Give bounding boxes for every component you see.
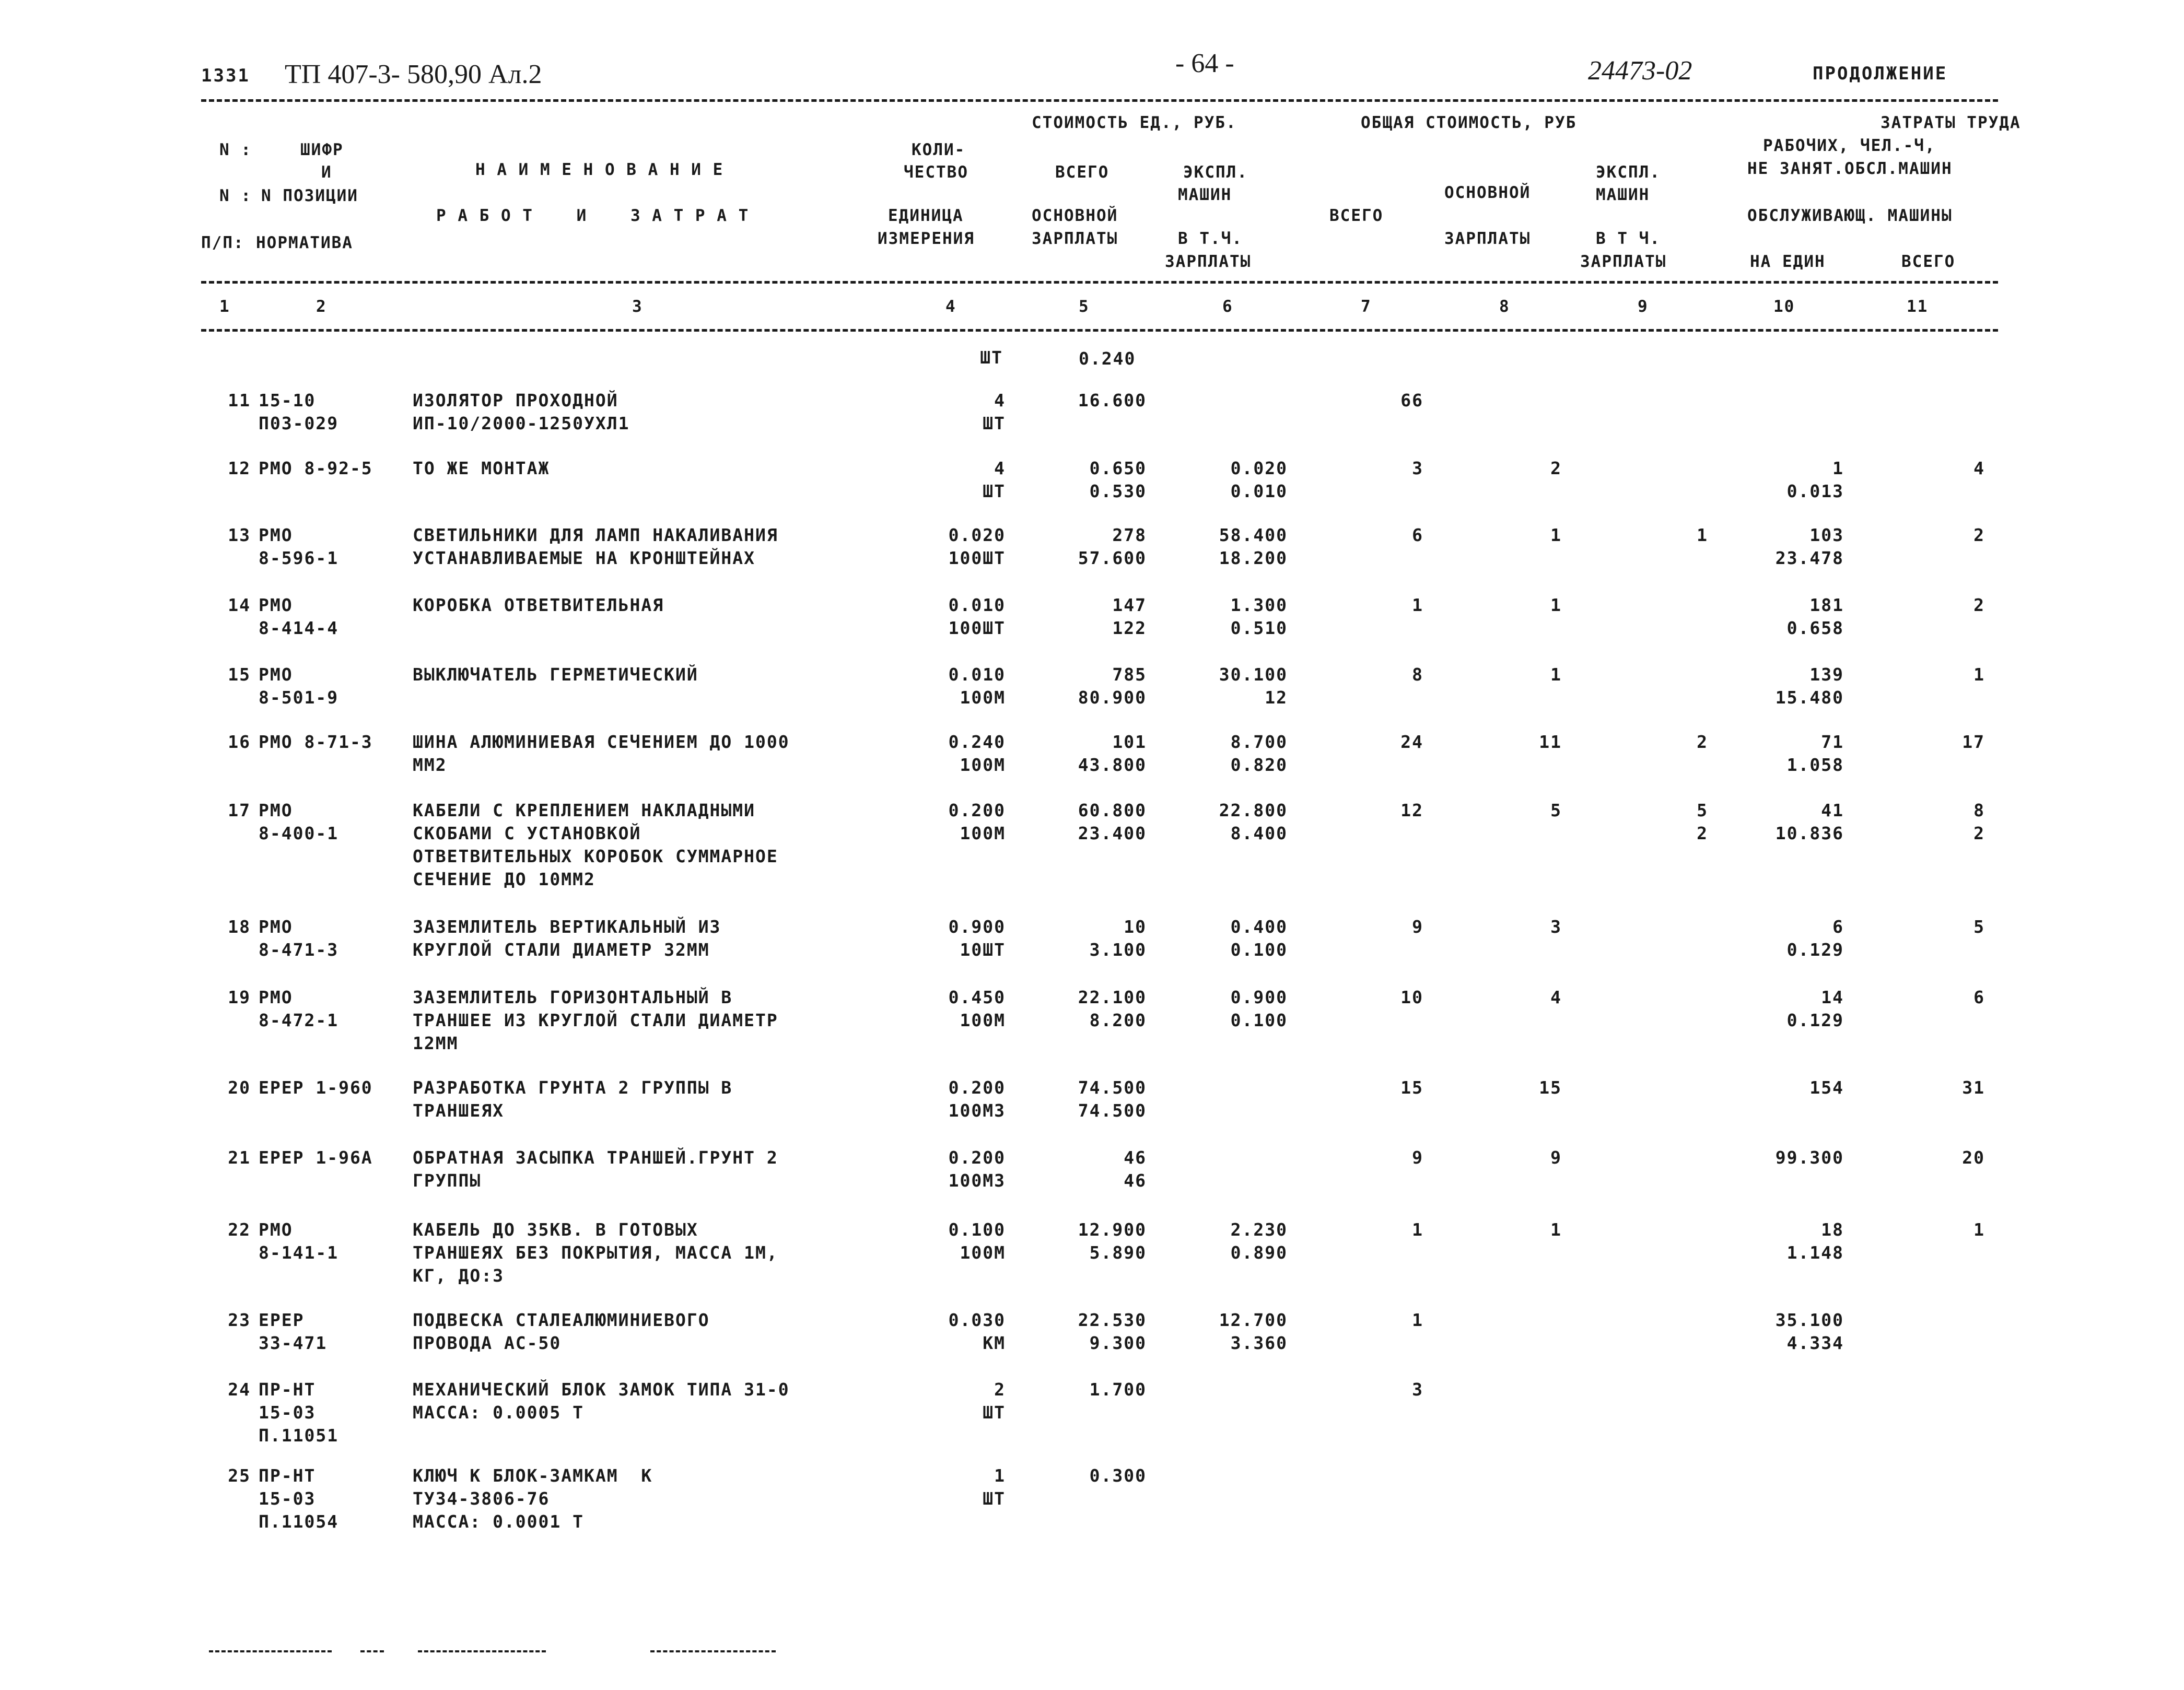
cell-name: СКОБАМИ С УСТАНОВКОЙ <box>413 823 641 843</box>
page-number: - 64 - <box>1175 49 1234 78</box>
cell-qty: 0.900 <box>948 917 1006 937</box>
cell-c6: 12 <box>1265 687 1288 708</box>
cell-qty: 0.240 <box>948 732 1006 752</box>
row-number: 12 <box>228 458 251 478</box>
cell-qty: ШТ <box>983 481 1006 501</box>
header-col2-line2: И <box>321 163 332 182</box>
doc-reference: ТП 407-3- 580,90 Ал.2 <box>285 60 542 89</box>
cell-qty: ШТ <box>983 1402 1006 1423</box>
cell-c5: 12.900 <box>1078 1219 1147 1240</box>
header-col4-line2: ЧЕСТВО <box>904 163 968 182</box>
row-number: 16 <box>228 732 251 752</box>
header-labor-line4: ОБСЛУЖИВАЮЩ. МАШИНЫ <box>1747 206 1953 225</box>
cell-qty: 0.020 <box>948 525 1006 545</box>
cell-c6: 58.400 <box>1219 525 1288 545</box>
cell-total: 15 <box>1400 1077 1423 1098</box>
cell-c11: 31 <box>1962 1077 1985 1098</box>
row-number: 18 <box>228 917 251 937</box>
header-mid-rule <box>201 281 1998 284</box>
cell-c5: 46 <box>1124 1147 1147 1168</box>
cell-code: ЕРЕР 1-96А <box>259 1147 373 1168</box>
cell-c5: 5.890 <box>1089 1242 1147 1263</box>
cell-name: МЕХАНИЧЕСКИЙ БЛОК ЗАМОК ТИПА 31-0 <box>413 1379 790 1400</box>
column-number-4: 4 <box>945 297 956 316</box>
cell-c6: 0.100 <box>1230 940 1288 960</box>
cell-code: РМО <box>259 1219 293 1240</box>
cell-wage-total: 3 <box>1550 917 1562 937</box>
cell-code: РМО <box>259 595 293 615</box>
cell-c5: 43.800 <box>1078 755 1147 775</box>
cell-c5: 74.500 <box>1078 1077 1147 1098</box>
header-col2-line3: N ПОЗИЦИИ <box>261 186 358 205</box>
cell-c5: 80.900 <box>1078 687 1147 708</box>
cell-c6: 30.100 <box>1219 664 1288 685</box>
cell-name: КЛЮЧ К БЛОК-ЗАМКАМ К <box>413 1465 653 1486</box>
row-number: 24 <box>228 1379 251 1400</box>
cell-c5: 10 <box>1124 917 1147 937</box>
cell-c6: 0.890 <box>1230 1242 1288 1263</box>
header-col1-line3: П/П: <box>201 233 244 252</box>
cell-wage-total: 1 <box>1550 664 1562 685</box>
cell-c5: 278 <box>1112 525 1147 545</box>
cell-c6: 0.900 <box>1230 987 1288 1007</box>
cell-c9: 1 <box>1697 525 1708 545</box>
cell-name: МАССА: 0.0001 Т <box>413 1511 585 1532</box>
cell-c6: 0.100 <box>1230 1010 1288 1030</box>
cell-name: ТРАНШЕЯХ БЕЗ ПОКРЫТИЯ, МАССА 1М, <box>413 1242 778 1263</box>
cell-c6: 0.510 <box>1230 618 1288 638</box>
cell-code: РМО 8-92-5 <box>259 458 373 478</box>
cell-c10: 18 <box>1821 1219 1844 1240</box>
cell-code: 8-596-1 <box>259 548 339 568</box>
cell-qty: 100М3 <box>948 1170 1006 1191</box>
footer-dash-1 <box>209 1650 332 1652</box>
footer-dash-4 <box>650 1650 776 1652</box>
cell-code: ПР-НТ <box>259 1379 316 1400</box>
cell-c10: 139 <box>1809 664 1844 685</box>
cell-c11: 17 <box>1962 732 1985 752</box>
cell-wage-total: 1 <box>1550 1219 1562 1240</box>
cell-c10: 71 <box>1821 732 1844 752</box>
cell-c5: 22.530 <box>1078 1310 1147 1330</box>
cell-code: П.11051 <box>259 1425 339 1446</box>
column-number-5: 5 <box>1079 297 1090 316</box>
cell-name: ЗАЗЕМЛИТЕЛЬ ГОРИЗОНТАЛЬНЫЙ В <box>413 987 733 1007</box>
cell-c5: 74.500 <box>1078 1100 1147 1121</box>
column-number-2: 2 <box>316 297 327 316</box>
cell-wage-total: 9 <box>1550 1147 1562 1168</box>
cell-c11: 6 <box>1973 987 1985 1007</box>
cell-c10: 0.129 <box>1786 940 1844 960</box>
column-number-10: 10 <box>1773 297 1795 316</box>
header-col7: ВСЕГО <box>1329 206 1384 225</box>
cell-c5: 1.700 <box>1089 1379 1147 1400</box>
cell-c5: 22.100 <box>1078 987 1147 1007</box>
cell-c10: 0.129 <box>1786 1010 1844 1030</box>
cell-name: 12ММ <box>413 1033 459 1053</box>
cell-qty: 4 <box>994 458 1006 478</box>
cell-c11: 1 <box>1973 664 1985 685</box>
header-col6-line4: ЗАРПЛАТЫ <box>1165 252 1252 271</box>
cell-total: 6 <box>1412 525 1423 545</box>
header-col9-line4: ЗАРПЛАТЫ <box>1580 252 1667 271</box>
carry-over-price: 0.240 <box>1079 348 1136 369</box>
cell-name: ММ2 <box>413 755 447 775</box>
cell-code: РМО <box>259 525 293 545</box>
cell-c5: 8.200 <box>1089 1010 1147 1030</box>
cell-name: ШИНА АЛЮМИНИЕВАЯ СЕЧЕНИЕМ ДО 1000 <box>413 732 790 752</box>
column-number-8: 8 <box>1499 297 1510 316</box>
row-number: 11 <box>228 390 251 410</box>
cell-c6: 3.360 <box>1230 1333 1288 1353</box>
header-labor-line2: РАБОЧИХ, ЧЕЛ.-Ч, <box>1763 136 1936 155</box>
cell-c5: 3.100 <box>1089 940 1147 960</box>
cell-c5: 0.300 <box>1089 1465 1147 1486</box>
cell-code: 8-141-1 <box>259 1242 339 1263</box>
header-col8-line2: ЗАРПЛАТЫ <box>1444 229 1531 248</box>
cell-name: КГ, ДО:3 <box>413 1265 504 1286</box>
header-col4-line1: КОЛИ- <box>912 140 966 159</box>
column-number-1: 1 <box>219 297 230 316</box>
cell-c5: 785 <box>1112 664 1147 685</box>
cell-c10: 35.100 <box>1775 1310 1844 1330</box>
header-col3-title: Н А И М Е Н О В А Н И Е <box>475 160 724 179</box>
cell-c5: 122 <box>1112 618 1147 638</box>
cell-code: 8-472-1 <box>259 1010 339 1030</box>
cell-c11: 20 <box>1962 1147 1985 1168</box>
cell-c10: 15.480 <box>1775 687 1844 708</box>
row-number: 14 <box>228 595 251 615</box>
cell-total: 9 <box>1412 917 1423 937</box>
cell-qty: 10ШТ <box>960 940 1006 960</box>
cell-name: МАССА: 0.0005 Т <box>413 1402 585 1423</box>
cell-qty: 100ШТ <box>948 618 1006 638</box>
cell-c5: 16.600 <box>1078 390 1147 410</box>
cell-c5: 57.600 <box>1078 548 1147 568</box>
cell-c10: 103 <box>1809 525 1844 545</box>
document-number: 24473-02 <box>1588 56 1692 86</box>
footer-dash-3 <box>418 1650 546 1652</box>
cell-name: ТРАНШЕЯХ <box>413 1100 504 1121</box>
cell-qty: ШТ <box>983 1488 1006 1509</box>
header-col9-line2: МАШИН <box>1596 185 1650 204</box>
header-col3-subtitle: Р А Б О Т И З А Т Р А Т <box>436 206 750 225</box>
cell-c5: 60.800 <box>1078 800 1147 820</box>
header-unit-cost: СТОИМОСТЬ ЕД., РУБ. <box>1032 113 1237 132</box>
cell-total: 8 <box>1412 664 1423 685</box>
cell-wage-total: 11 <box>1539 732 1562 752</box>
cell-total: 9 <box>1412 1147 1423 1168</box>
cell-name: ПРОВОДА АС-50 <box>413 1333 562 1353</box>
header-col11: ВСЕГО <box>1901 252 1956 271</box>
cell-code: 15-03 <box>259 1488 316 1509</box>
cell-total: 66 <box>1400 390 1423 410</box>
row-number: 20 <box>228 1077 251 1098</box>
header-col4-line3: ЕДИНИЦА <box>888 206 964 225</box>
cell-code: 8-414-4 <box>259 618 339 638</box>
cell-c5: 23.400 <box>1078 823 1147 843</box>
cell-wage-total: 15 <box>1539 1077 1562 1098</box>
cell-name: КОРОБКА ОТВЕТВИТЕЛЬНАЯ <box>413 595 664 615</box>
cell-qty: 0.010 <box>948 664 1006 685</box>
cell-qty: 0.200 <box>948 1147 1006 1168</box>
cell-qty: 0.100 <box>948 1219 1006 1240</box>
cell-c6: 1.300 <box>1230 595 1288 615</box>
cell-total: 10 <box>1400 987 1423 1007</box>
header-col6-line3: В Т.Ч. <box>1178 229 1243 248</box>
cell-c9: 2 <box>1697 823 1708 843</box>
cell-code: РМО <box>259 917 293 937</box>
cell-total: 1 <box>1412 1219 1423 1240</box>
sheet-code: 1331 <box>201 65 250 86</box>
cell-code: 15-10 <box>259 390 316 410</box>
cell-name: ПОДВЕСКА СТАЛЕАЛЮМИНИЕВОГО <box>413 1310 710 1330</box>
cell-name: ЗАЗЕМЛИТЕЛЬ ВЕРТИКАЛЬНЫЙ ИЗ <box>413 917 721 937</box>
cell-code: РМО <box>259 664 293 685</box>
column-number-3: 3 <box>632 297 643 316</box>
carry-over-unit: ШТ <box>980 347 1003 368</box>
header-col5-line2: ОСНОВНОЙ <box>1032 206 1118 225</box>
cell-code: ЕРЕР <box>259 1310 305 1330</box>
cell-wage-total: 4 <box>1550 987 1562 1007</box>
cell-c6: 0.010 <box>1230 481 1288 501</box>
cell-c5: 0.650 <box>1089 458 1147 478</box>
cell-c10: 14 <box>1821 987 1844 1007</box>
cell-code: ПР-НТ <box>259 1465 316 1486</box>
header-bottom-rule <box>201 329 1998 332</box>
cell-qty: 100М3 <box>948 1100 1006 1121</box>
cell-c10: 0.013 <box>1786 481 1844 501</box>
cell-wage-total: 5 <box>1550 800 1562 820</box>
cell-c5: 147 <box>1112 595 1147 615</box>
cell-c9: 2 <box>1697 732 1708 752</box>
header-col1-line1: N : <box>219 140 252 159</box>
column-number-11: 11 <box>1907 297 1929 316</box>
header-col6-line2: МАШИН <box>1178 185 1232 204</box>
cell-c10: 0.658 <box>1786 618 1844 638</box>
header-col5-line3: ЗАРПЛАТЫ <box>1032 229 1118 248</box>
cell-c6: 12.700 <box>1219 1310 1288 1330</box>
cell-name: РАЗРАБОТКА ГРУНТА 2 ГРУППЫ В <box>413 1077 733 1098</box>
cell-c10: 1.058 <box>1786 755 1844 775</box>
row-number: 19 <box>228 987 251 1007</box>
row-number: 17 <box>228 800 251 820</box>
header-col5-line1: ВСЕГО <box>1055 163 1109 182</box>
cell-code: 8-471-3 <box>259 940 339 960</box>
cell-qty: 100М <box>960 1010 1006 1030</box>
row-number: 15 <box>228 664 251 685</box>
cell-qty: КМ <box>983 1333 1006 1353</box>
cell-c11: 4 <box>1973 458 1985 478</box>
cell-c10: 10.836 <box>1775 823 1844 843</box>
cell-c6: 18.200 <box>1219 548 1288 568</box>
cell-c10: 1 <box>1832 458 1844 478</box>
cell-qty: 1 <box>994 1465 1006 1486</box>
continuation-label: ПРОДОЛЖЕНИЕ <box>1813 63 1948 84</box>
header-col2-line4: НОРМАТИВА <box>256 233 353 252</box>
cell-name: ГРУППЫ <box>413 1170 482 1191</box>
cell-name: СЕЧЕНИЕ ДО 10ММ2 <box>413 869 595 889</box>
header-labor-line3: НЕ ЗАНЯТ.ОБСЛ.МАШИН <box>1747 159 1953 178</box>
cell-name: ТО ЖЕ МОНТАЖ <box>413 458 550 478</box>
cell-qty: 100М <box>960 823 1006 843</box>
row-number: 23 <box>228 1310 251 1330</box>
row-number: 25 <box>228 1465 251 1486</box>
cell-c10: 181 <box>1809 595 1844 615</box>
cell-c10: 1.148 <box>1786 1242 1844 1263</box>
column-number-9: 9 <box>1638 297 1649 316</box>
row-number: 22 <box>228 1219 251 1240</box>
cell-c11: 1 <box>1973 1219 1985 1240</box>
cell-c5: 101 <box>1112 732 1147 752</box>
cell-code: 33-471 <box>259 1333 328 1353</box>
cell-c10: 23.478 <box>1775 548 1844 568</box>
cell-name: КАБЕЛЬ ДО 35КВ. В ГОТОВЫХ <box>413 1219 698 1240</box>
cell-name: ВЫКЛЮЧАТЕЛЬ ГЕРМЕТИЧЕСКИЙ <box>413 664 698 685</box>
cell-total: 3 <box>1412 1379 1423 1400</box>
header-col8-line1: ОСНОВНОЙ <box>1444 183 1531 202</box>
cell-qty: 100ШТ <box>948 548 1006 568</box>
header-col4-line4: ИЗМЕРЕНИЯ <box>878 229 975 248</box>
cell-total: 24 <box>1400 732 1423 752</box>
cell-code: 15-03 <box>259 1402 316 1423</box>
cell-code: РМО 8-71-3 <box>259 732 373 752</box>
header-col10: НА ЕДИН <box>1750 252 1826 271</box>
footer-dash-2 <box>360 1650 384 1652</box>
cell-name: ИП-10/2000-1250УХЛ1 <box>413 413 630 433</box>
header-col6-line1: ЭКСПЛ. <box>1183 163 1248 182</box>
header-top-rule <box>201 99 1998 102</box>
cell-qty: 0.450 <box>948 987 1006 1007</box>
header-labor-line1: ЗАТРАТЫ ТРУДА <box>1881 113 2021 132</box>
cell-c6: 8.700 <box>1230 732 1288 752</box>
header-col9-line3: В Т Ч. <box>1596 229 1661 248</box>
cell-name: УСТАНАВЛИВАЕМЫЕ НА КРОНШТЕЙНАХ <box>413 548 756 568</box>
column-number-7: 7 <box>1361 297 1372 316</box>
cell-c10: 99.300 <box>1775 1147 1844 1168</box>
cell-c11: 2 <box>1973 823 1985 843</box>
cell-name: ИЗОЛЯТОР ПРОХОДНОЙ <box>413 390 618 410</box>
cell-code: РМО <box>259 800 293 820</box>
cell-name: КРУГЛОЙ СТАЛИ ДИАМЕТР 32ММ <box>413 940 710 960</box>
cell-c5: 0.530 <box>1089 481 1147 501</box>
cell-name: СВЕТИЛЬНИКИ ДЛЯ ЛАМП НАКАЛИВАНИЯ <box>413 525 778 545</box>
cell-name: ТУ34-3806-76 <box>413 1488 550 1509</box>
cell-code: ЕРЕР 1-960 <box>259 1077 373 1098</box>
cell-qty: 2 <box>994 1379 1006 1400</box>
cell-c10: 154 <box>1809 1077 1844 1098</box>
cell-qty: 100М <box>960 687 1006 708</box>
cell-total: 12 <box>1400 800 1423 820</box>
cell-wage-total: 1 <box>1550 525 1562 545</box>
cell-name: КАБЕЛИ С КРЕПЛЕНИЕМ НАКЛАДНЫМИ <box>413 800 756 820</box>
cell-c6: 22.800 <box>1219 800 1288 820</box>
header-total-cost: ОБЩАЯ СТОИМОСТЬ, РУБ <box>1361 113 1577 132</box>
cell-c10: 6 <box>1832 917 1844 937</box>
cell-c5: 46 <box>1124 1170 1147 1191</box>
header-col1-line2: N : <box>219 186 252 205</box>
cell-code: П.11054 <box>259 1511 339 1532</box>
header-col9-line1: ЭКСПЛ. <box>1596 163 1661 182</box>
cell-c11: 8 <box>1973 800 1985 820</box>
cell-code: РМО <box>259 987 293 1007</box>
cell-wage-total: 2 <box>1550 458 1562 478</box>
cell-c11: 2 <box>1973 525 1985 545</box>
cell-qty: 0.010 <box>948 595 1006 615</box>
row-number: 21 <box>228 1147 251 1168</box>
cell-c11: 5 <box>1973 917 1985 937</box>
cell-wage-total: 1 <box>1550 595 1562 615</box>
cell-code: 8-400-1 <box>259 823 339 843</box>
cell-c10: 41 <box>1821 800 1844 820</box>
cell-code: П03-029 <box>259 413 339 433</box>
cell-c6: 0.820 <box>1230 755 1288 775</box>
cell-qty: ШТ <box>983 413 1006 433</box>
cell-qty: 0.200 <box>948 1077 1006 1098</box>
cell-qty: 0.030 <box>948 1310 1006 1330</box>
cell-qty: 100М <box>960 1242 1006 1263</box>
cell-total: 1 <box>1412 595 1423 615</box>
cell-c6: 8.400 <box>1230 823 1288 843</box>
cell-c5: 9.300 <box>1089 1333 1147 1353</box>
cell-name: ОБРАТНАЯ ЗАСЫПКА ТРАНШЕЙ.ГРУНТ 2 <box>413 1147 778 1168</box>
cell-c9: 5 <box>1697 800 1708 820</box>
row-number: 13 <box>228 525 251 545</box>
header-col2-line1: ШИФР <box>300 140 344 159</box>
cell-c10: 4.334 <box>1786 1333 1844 1353</box>
cell-qty: 4 <box>994 390 1006 410</box>
cell-qty: 100М <box>960 755 1006 775</box>
cell-total: 3 <box>1412 458 1423 478</box>
cell-c6: 2.230 <box>1230 1219 1288 1240</box>
column-number-6: 6 <box>1222 297 1233 316</box>
cell-name: ТРАНШЕЕ ИЗ КРУГЛОЙ СТАЛИ ДИАМЕТР <box>413 1010 778 1030</box>
cell-name: ОТВЕТВИТЕЛЬНЫХ КОРОБОК СУММАРНОЕ <box>413 846 778 866</box>
cell-c6: 0.020 <box>1230 458 1288 478</box>
cell-c11: 2 <box>1973 595 1985 615</box>
cell-qty: 0.200 <box>948 800 1006 820</box>
cell-code: 8-501-9 <box>259 687 339 708</box>
cell-total: 1 <box>1412 1310 1423 1330</box>
cell-c6: 0.400 <box>1230 917 1288 937</box>
